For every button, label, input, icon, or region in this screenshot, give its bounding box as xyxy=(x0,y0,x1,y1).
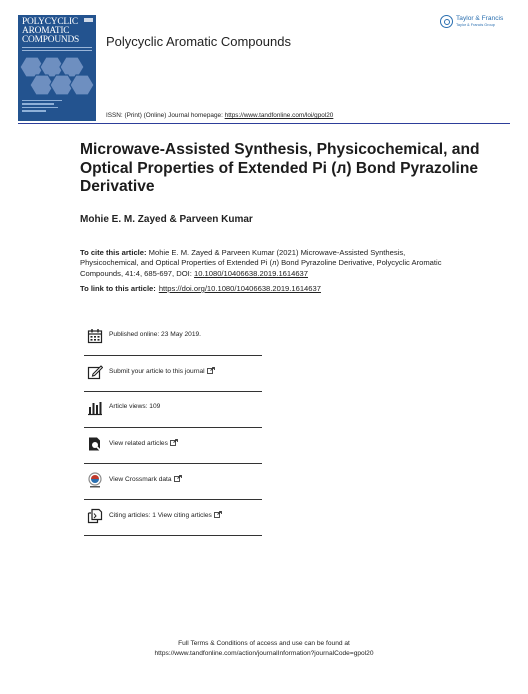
related-articles-icon xyxy=(87,436,103,452)
citing-articles-icon xyxy=(87,508,103,524)
article-authors[interactable]: Mohie E. M. Zayed & Parveen Kumar xyxy=(80,214,253,225)
footer xyxy=(0,639,528,658)
calendar-icon xyxy=(87,328,103,344)
external-link-icon xyxy=(170,439,178,446)
journal-homepage-link[interactable]: https://www.tandfonline.com/loi/gpol20 xyxy=(224,112,334,119)
issn-line xyxy=(106,112,333,119)
info-item-citing[interactable] xyxy=(84,500,262,536)
cover-text-lines xyxy=(22,100,62,114)
journal-cover xyxy=(18,15,96,121)
article-views-label: Article views: 109 xyxy=(109,403,161,410)
external-link-icon xyxy=(214,511,222,518)
publisher-name: Taylor & Francis xyxy=(456,15,504,22)
pencil-edit-icon xyxy=(87,364,103,380)
bar-chart-icon xyxy=(87,400,103,416)
footer-terms-link[interactable]: https://www.tandfonline.com/action/journalInformation?journalCode=gpol20 xyxy=(154,649,374,657)
info-item-published xyxy=(84,320,262,356)
hexagon-pattern-icon xyxy=(18,55,96,99)
taylor-francis-logo-icon[interactable] xyxy=(440,14,516,34)
cite-label: To cite this article: xyxy=(80,248,147,257)
journal-name[interactable]: Polycyclic Aromatic Compounds xyxy=(106,34,291,49)
article-info-list xyxy=(84,320,262,536)
doi-link[interactable]: 10.1080/10406638.2019.1614637 xyxy=(193,268,309,278)
external-link-icon xyxy=(174,475,182,482)
header-divider xyxy=(18,123,510,124)
citing-articles-link[interactable]: Citing articles: 1 View citing articles xyxy=(109,511,222,519)
info-item-submit[interactable] xyxy=(84,356,262,392)
article-url-link[interactable]: https://doi.org/10.1080/10406638.2019.1614637 xyxy=(158,284,321,293)
info-item-crossmark[interactable] xyxy=(84,464,262,500)
cover-divider xyxy=(22,47,92,51)
publisher-tagline: Taylor & Francis Group xyxy=(456,23,495,27)
cite-text: Mohie E. M. Zayed & Parveen Kumar (2021) Microwave-Assisted Synthesis, Physicochemical, and Optical Properties of Extended Pi (л) Bond Pyrazoline Derivative, Polycyclic Aromatic Compounds, 41:4, 685-697, DOI: xyxy=(80,248,442,278)
logo-emblem-icon xyxy=(440,15,453,28)
cover-title: POLYCYCLIC AROMATIC COMPOUNDS xyxy=(22,17,80,45)
article-title: Microwave-Assisted Synthesis, Physicochemical, and Optical Properties of Extended Pi (л) Bond Pyrazoline Derivative xyxy=(80,141,480,195)
published-label: Published online: 23 May 2019. xyxy=(109,331,202,338)
issn-prefix: ISSN: (Print) (Online) Journal homepage: xyxy=(106,112,225,119)
crossmark-link[interactable]: View Crossmark data xyxy=(109,475,182,483)
external-link-icon xyxy=(207,367,215,374)
submit-article-link[interactable]: Submit your article to this journal xyxy=(109,367,215,375)
crossmark-icon xyxy=(87,472,103,488)
link-label: To link to this article: xyxy=(80,284,156,293)
citation-block xyxy=(80,248,460,279)
info-item-related[interactable] xyxy=(84,428,262,464)
info-item-views xyxy=(84,392,262,428)
link-to-article xyxy=(80,284,480,293)
related-articles-link[interactable]: View related articles xyxy=(109,439,178,447)
footer-terms-text: Full Terms & Conditions of access and use can be found at xyxy=(178,640,350,647)
